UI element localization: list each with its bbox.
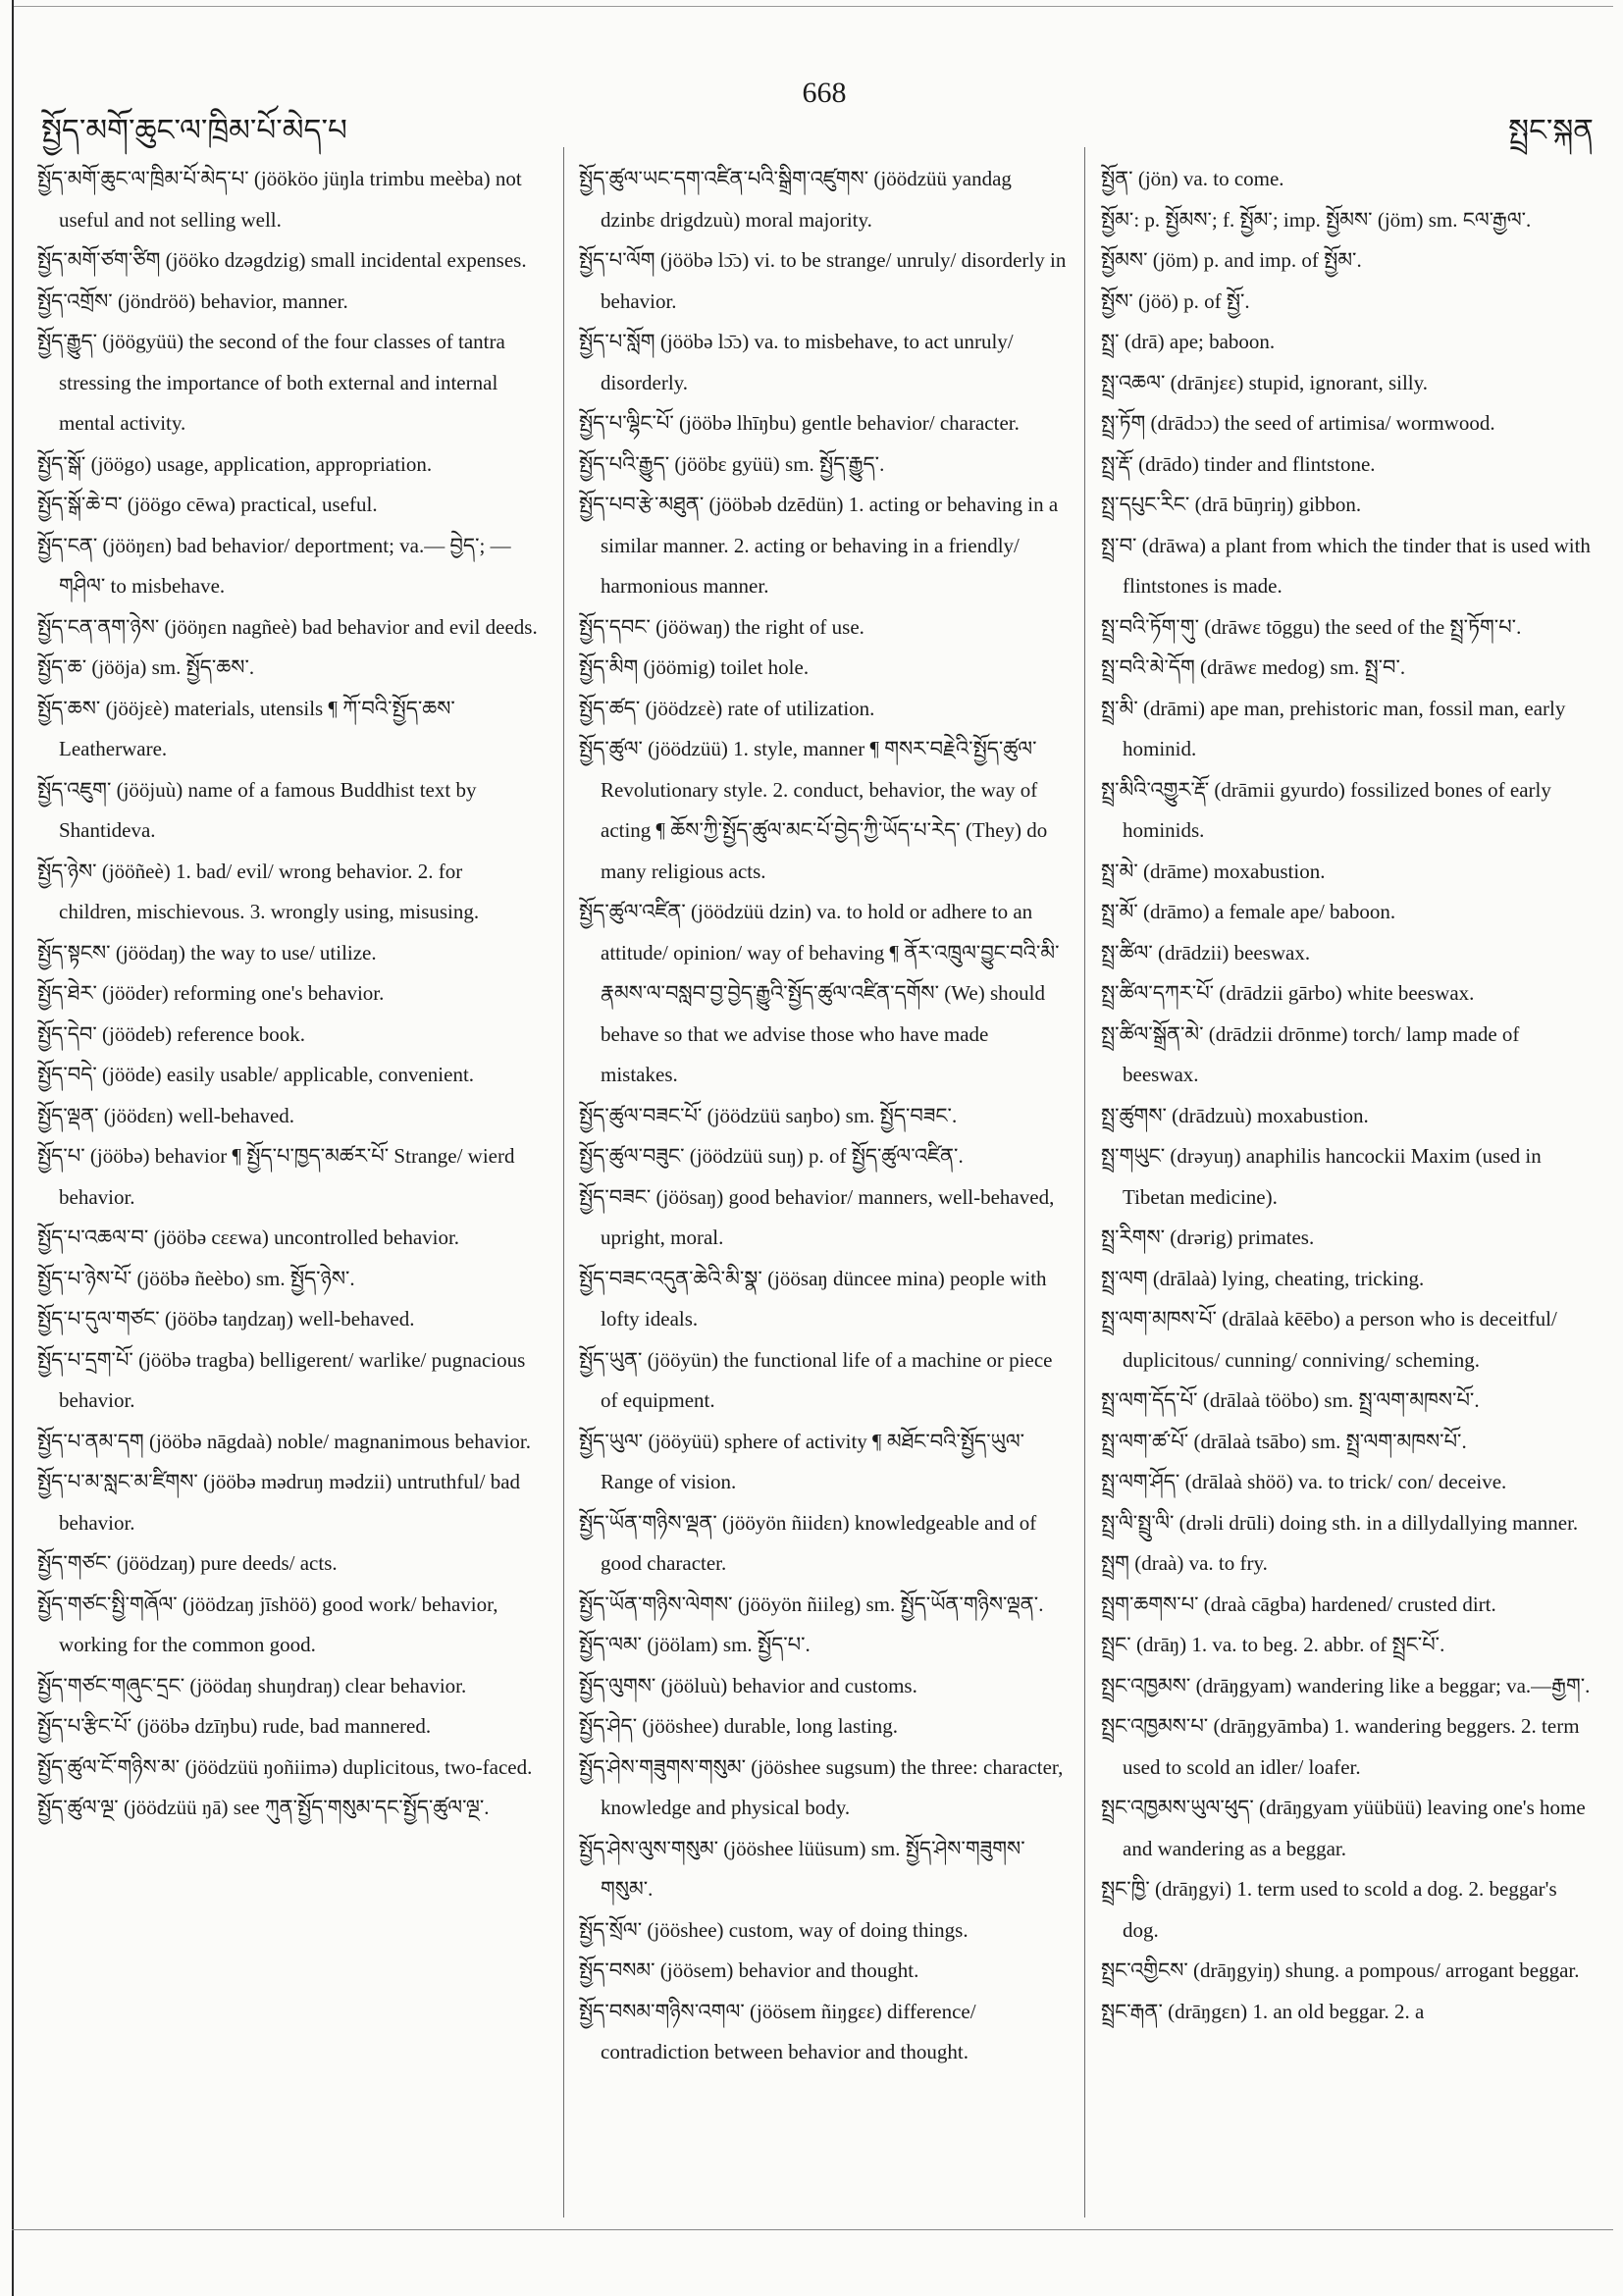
dictionary-entry: སྤྲ་ཚུགས་ (drādzuù) moxabustion. bbox=[1101, 1103, 1369, 1127]
dictionary-entry: སྤྱོད་སྲོལ་ (jööshee) custom, way of doing things. bbox=[579, 1917, 969, 1942]
dictionary-entry: སྤྱོད་པ་འཆལ་བ་ (jööbə cɛɛwa) uncontrolled behavior. bbox=[37, 1226, 460, 1249]
dictionary-entry: སྤྱོད་བཟང་ (jöösaŋ) good behavior/ manners, well-behaved, upright, moral. bbox=[579, 1184, 1055, 1249]
dictionary-entry: སྤྱོད་ཐེར་ (jööder) reforming one's behavior. bbox=[37, 981, 385, 1005]
dictionary-entry: སྤྱོམས་ (jöm) p. and imp. of སྤྱོམ་. bbox=[1101, 248, 1362, 272]
column-3 bbox=[1101, 159, 1597, 2219]
dictionary-entry: སྤྲ་ལག་མཁས་པོ་ (drālaà kēēbo) a person who is deceitful/ duplicitous/ cunning/ conniving/ scheming. bbox=[1101, 1307, 1557, 1372]
dictionary-entry: སྤྱོད་པབ་རྩེ་མཐུན་ (jööbəb dzēdün) 1. acting or behaving in a similar manner. 2. acting or behaving in a friendly/ harmonious manner. bbox=[579, 493, 1059, 598]
dictionary-entry: སྤྱོད་གཙང་ (jöödzaŋ) pure deeds/ acts. bbox=[37, 1551, 338, 1575]
dictionary-entry: སྤྲ་ཚིལ་དཀར་པོ་ (drādzii gārbo) white beeswax. bbox=[1101, 981, 1475, 1005]
dictionary-entry: སྤྲ་དཔུང་རིང་ (drā būŋriŋ) gibbon. bbox=[1101, 493, 1362, 516]
dictionary-entry: སྤྱོད་པ་ནམ་དག (jööbə nāgdaà) noble/ magnanimous behavior. bbox=[37, 1429, 531, 1453]
dictionary-entry: སྤྲག་ཆགས་པ་ (draà cāgba) hardened/ crusted dirt. bbox=[1101, 1592, 1496, 1616]
dictionary-entry: སྤྱོད་ཚུལ་བཟང་པོ་ (jöödzüü saŋbo) sm. སྤྱོད་བཟང་. bbox=[579, 1103, 958, 1127]
dictionary-entry: སྤྱོད་ཆ་ (jööja) sm. སྤྱོད་ཆས་. bbox=[37, 655, 255, 679]
dictionary-entry: སྤྱོད་འགྲོས་ (jöndröö) behavior, manner. bbox=[37, 288, 348, 313]
dictionary-entry: སྤྱོད་པ་དྲག་པོ་ (jööbə tragba) belligerent/ warlike/ pugnacious behavior. bbox=[37, 1347, 526, 1412]
dictionary-entry: སྤྱོད་སྟངས་ (jöödaŋ) the way to use/ utilize. bbox=[37, 940, 377, 965]
dictionary-entry: སྤྱོད་ཤེས་གཟུགས་གསུམ་ (jööshee sugsum) the three: character, knowledge and physical body. bbox=[579, 1754, 1064, 1819]
dictionary-entry: སྤྲ་འཆལ་ (drānjɛɛ) stupid, ignorant, silly. bbox=[1101, 370, 1429, 394]
dictionary-entry: སྤྲ་གཡུང་ (drəyuŋ) anaphilis hancockii Maxim (used in Tibetan medicine). bbox=[1101, 1144, 1542, 1209]
dictionary-entry: སྤྱོད་ཡོན་གཉིས་ལེགས་ (jööyön ñiileg) sm. སྤྱོད་ཡོན་གཉིས་ལྡན་. bbox=[579, 1592, 1044, 1616]
column-1 bbox=[37, 159, 540, 2219]
page-header bbox=[0, 69, 1623, 148]
dictionary-entry: སྤྱོད་པ་ལྷིང་པོ་ (jööbə lhīŋbu) gentle behavior/ character. bbox=[579, 411, 1020, 435]
dictionary-entry: སྤྱོད་ལུགས་ (jööluù) behavior and customs. bbox=[579, 1673, 917, 1697]
dictionary-entry: སྤྱོད་གཙང་གཞུང་དྲང་ (jöödaŋ shuŋdraŋ) clear behavior. bbox=[37, 1673, 467, 1697]
dictionary-entry: སྤྱོད་པའི་རྒྱུད་ (jööbɛ gyüü) sm. སྤྱོད་རྒྱུད་. bbox=[579, 451, 885, 476]
dictionary-entry: སྤྱོད་བསམ་ (jöösem) behavior and thought. bbox=[579, 1958, 919, 1982]
dictionary-entry: སྤྲ་མོ་ (drāmo) a female ape/ baboon. bbox=[1101, 900, 1396, 923]
dictionary-entry: སྤྱོད་ཤེས་ལུས་གསུམ་ (jööshee lüüsum) sm. སྤྱོད་ཤེས་གཟུགས་གསུམ་. bbox=[579, 1836, 1025, 1901]
dictionary-entry: སྤྱོས་ (jöö) p. of སྤྱོ་. bbox=[1101, 288, 1250, 313]
left-running-head: སྤྱོད་མགོ་ཆུང་ལ་ཁྲིམ་པོ་མེད་པ bbox=[41, 113, 347, 148]
dictionary-entry: སྤྱོད་གཙང་སྤྱི་གཞོལ་ (jöödzaŋ jīshöö) good work/ behavior, working for the common good. bbox=[37, 1592, 498, 1656]
dictionary-entry: སྤྲ་མི་ (drāmi) ape man, prehistoric man, fossil man, early hominid. bbox=[1101, 696, 1566, 760]
dictionary-entry: སྤྱོད་བདེ་ (jööde) easily usable/ applicable, convenient. bbox=[37, 1063, 475, 1086]
dictionary-entry: སྤྲ་ལག་ཚ་པོ་ (drālaà tsābo) sm. སྤྲ་ལག་མཁས་པོ་. bbox=[1101, 1429, 1467, 1453]
dictionary-entry: སྤྱོད་ཤེད་ (jööshee) durable, long lasting. bbox=[579, 1714, 899, 1738]
dictionary-entry: སྤྱོད་ཚུལ་བཟུང་ (jöödzüü suŋ) p. of སྤྱོད་ཚུལ་འཛིན་. bbox=[579, 1144, 964, 1168]
dictionary-entry: སྤྲང་རྒན་ (drāŋgɛn) 1. an old beggar. 2. a bbox=[1101, 1999, 1425, 2023]
page-edge-rule bbox=[12, 0, 14, 2296]
dictionary-entry: སྤྱོད་ལམ་ (jöölam) sm. སྤྱོད་པ་. bbox=[579, 1633, 811, 1656]
dictionary-entry: སྤྲང་འགྱིངས་ (drāŋgyiŋ) shung. a pompous/ arrogant beggar. bbox=[1101, 1958, 1580, 1982]
dictionary-entry: སྤྱོན་ (jön) va. to come. bbox=[1101, 167, 1284, 190]
dictionary-entry: སྤྱོད་ཚུལ་ཡང་དག་འཛིན་པའི་སྒྲིག་འཛུགས་ (jöödzüü yandag dzinbɛ drigdzuù) moral majority. bbox=[579, 167, 1012, 232]
dictionary-entry: སྤྱོད་པ་དུལ་གཙང་ (jööbə taŋdzaŋ) well-behaved. bbox=[37, 1307, 415, 1331]
bottom-rule bbox=[12, 2229, 1613, 2230]
dictionary-entry: སྤྱོད་མིག (jöömig) toilet hole. bbox=[579, 655, 810, 679]
dictionary-entry: སྤྱོད་ལྡན་ (jöödɛn) well-behaved. bbox=[37, 1103, 295, 1127]
dictionary-entry: སྤྲ་རྡོ་ (drādo) tinder and flintstone. bbox=[1101, 451, 1376, 476]
dictionary-entry: སྤྱོད་ངན་ནག་ཉེས་ (jööŋɛn nagñeè) bad behavior and evil deeds. bbox=[37, 614, 538, 639]
dictionary-entry: སྤྲང་འཁྱམས་ཡུལ་ཕུད་ (drāŋgyam yüübüü) leaving one's home and wandering as a beggar. bbox=[1101, 1796, 1586, 1860]
column-divider bbox=[1084, 147, 1085, 2218]
dictionary-entry: སྤྱོད་སྒོ་ (jöögo) usage, application, appropriation. bbox=[37, 451, 433, 476]
dictionary-entry: སྤྲ་ (drā) ape; baboon. bbox=[1101, 330, 1276, 353]
dictionary-entry: སྤྱོད་རྒྱུད་ (jöögyüü) the second of the four classes of tantra stressing the importance of both external and internal mental activity. bbox=[37, 330, 505, 435]
dictionary-entry: སྤྱོད་ཚུལ་ (jöödzüü) 1. style, manner ¶ གསར་བརྗེའི་སྤྱོད་ཚུལ་ Revolutionary style. 2. conduct, behavior, the way of acting ¶ ཆོས་ཀྱི་སྤྱོད་ཚུལ་མང་པོ་བྱེད་ཀྱི་ཡོད་པ་རེད་ (They) do many religious acts. bbox=[579, 737, 1048, 883]
dictionary-entry: སྤྲ་མིའི་འགྱུར་རྡོ་ (drāmii gyurdo) fossilized bones of early hominids. bbox=[1101, 777, 1551, 842]
dictionary-entry: སྤྱོད་དབང་ (jööwaŋ) the right of use. bbox=[579, 614, 864, 639]
dictionary-entry: སྤྱོད་ཚུལ་འཛིན་ (jöödzüü dzin) va. to hold or adhere to an attitude/ opinion/ way of behaving ¶ ནོར་འཁྲུལ་བྱུང་བའི་མི་རྣམས་ལ་བསླབ་བྱ་བྱེད་རྒྱུའི་སྤྱོད་ཚུལ་འཛིན་དགོས་ (We) should behave so that we advise those who have made mistakes. bbox=[579, 900, 1060, 1086]
dictionary-entry: སྤྱོད་ཚད་ (jöödzɛè) rate of utilization. bbox=[579, 696, 875, 720]
dictionary-entry: སྤྲ་བའི་མེ་དོག (drāwɛ medog) sm. སྤྲ་བ་. bbox=[1101, 655, 1406, 679]
dictionary-entry: སྤྱོད་ངན་ (jööŋɛn) bad behavior/ deportment; va.— བྱེད་; —གཤིལ་ to misbehave. bbox=[37, 533, 511, 598]
dictionary-entry: སྤྱོད་པ་ (jööbə) behavior ¶ སྤྱོད་པ་ཁྱད་མཚར་པོ་ Strange/ wierd behavior. bbox=[37, 1144, 515, 1209]
dictionary-entry: སྤྱོད་ཉེས་ (jööñeè) 1. bad/ evil/ wrong behavior. 2. for children, mischievous. 3. wrongly using, misusing. bbox=[37, 859, 480, 923]
column-divider bbox=[563, 147, 564, 2218]
dictionary-entry: སྤྱོམ་: p. སྤྱོམས་; f. སྤྱོམ་; imp. སྤྱོམས་ (jöm) sm. ངལ་རྒྱལ་. bbox=[1101, 207, 1532, 232]
dictionary-entry: སྤྱོད་ཚུལ་ངོ་གཉིས་མ་ (jöödzüü ŋoñiimə) duplicitous, two-faced. bbox=[37, 1754, 533, 1779]
dictionary-entry: སྤྲ་ལག (drālaà) lying, cheating, tricking. bbox=[1101, 1266, 1425, 1290]
dictionary-entry: སྤྱོད་ཚུལ་ལྔ་ (jöödzüü ŋā) see ཀུན་སྤྱོད་གསུམ་དང་སྤྱོད་ཚུལ་ལྔ་. bbox=[37, 1796, 490, 1819]
dictionary-entry: སྤྱོད་ཆས་ (jööjɛè) materials, utensils ¶ ཀོ་བའི་སྤྱོད་ཆས་ Leatherware. bbox=[37, 696, 455, 760]
dictionary-entry: སྤྲང་འཁྱམས་པ་ (drāŋgyāmba) 1. wandering beggers. 2. term used to scold an idler/ loafer. bbox=[1101, 1714, 1580, 1779]
dictionary-entry: སྤྲ་བའི་ཏོག་གུ་ (drāwɛ tōggu) the seed of the སྤྲ་ཏོག་པ་. bbox=[1101, 614, 1522, 639]
dictionary-entry: སྤྱོད་པ་མ་སླང་མ་ཛིགས་ (jööbə mədruŋ mədzii) untruthful/ bad behavior. bbox=[37, 1470, 521, 1535]
dictionary-entry: སྤྱོད་པ་རྩིང་པོ་ (jööbə dzīŋbu) rude, bad mannered. bbox=[37, 1714, 432, 1738]
dictionary-entry: སྤྲང་ (drāŋ) 1. va. to beg. 2. abbr. of སྤྲང་པོ་. bbox=[1101, 1633, 1445, 1656]
column-2 bbox=[579, 159, 1070, 2219]
dictionary-entry: སྤྲང་འཁྱམས་ (drāŋgyam) wandering like a beggar; va.—རྒྱག་. bbox=[1101, 1673, 1591, 1697]
dictionary-entry: སྤྲ་ཚིལ་ (drādzii) beeswax. bbox=[1101, 940, 1311, 965]
page-number: 668 bbox=[802, 77, 847, 109]
dictionary-entry: སྤྲ་ལག་དོད་པོ་ (drālaà tööbo) sm. སྤྲ་ལག་མཁས་པོ་. bbox=[1101, 1388, 1480, 1412]
dictionary-entry: སྤྱོད་མགོ་ཆུང་ལ་ཁྲིམ་པོ་མེད་པ་ (jöököo jüŋla trimbu meèba) not useful and not selling well. bbox=[37, 167, 522, 232]
dictionary-entry: སྤྱོད་ཡོན་གཉིས་ལྡན་ (jööyön ñiidɛn) knowledgeable and of good character. bbox=[579, 1510, 1037, 1575]
dictionary-entry: སྤྱོད་འཇུག་ (jööjuù) name of a famous Buddhist text by Shantideva. bbox=[37, 777, 477, 842]
dictionary-entry: སྤྱོད་བསམ་གཉིས་འགལ་ (jöösem ñiŋgɛɛ) difference/ contradiction between behavior and thought. bbox=[579, 1999, 976, 2063]
dictionary-entry: སྤྱོད་པ་ལོག (jööbə lɔ̄ɔ) vi. to be strange/ unruly/ disorderly in behavior. bbox=[579, 248, 1067, 313]
dictionary-entry: སྤྱོད་ཡུལ་ (jööyüü) sphere of activity ¶ མཐོང་བའི་སྤྱོད་ཡུལ་ Range of vision. bbox=[579, 1429, 1025, 1493]
dictionary-entry: སྤྱོད་པ་སློག (jööbə lɔ̄ɔ) va. to misbehave, to act unruly/ disorderly. bbox=[579, 330, 1014, 394]
dictionary-entry: སྤྲ་རིགས་ (drərig) primates. bbox=[1101, 1226, 1315, 1249]
dictionary-entry: སྤྲ་ལག་ཤོད་ (drālaà shöö) va. to trick/ con/ deceive. bbox=[1101, 1470, 1507, 1493]
dictionary-entry: སྤྱོད་ཡུན་ (jööyün) the functional life of a machine or piece of equipment. bbox=[579, 1347, 1053, 1412]
dictionary-entry: སྤྲག (draà) va. to fry. bbox=[1101, 1551, 1268, 1575]
right-running-head: སྤྲང་སྐན bbox=[1508, 113, 1594, 148]
dictionary-entry: སྤྱོད་དེབ་ (jöödeb) reference book. bbox=[37, 1021, 305, 1046]
top-rule bbox=[12, 6, 1613, 7]
dictionary-entry: སྤྲ་བ་ (drāwa) a plant from which the tinder that is used with flintstones is made. bbox=[1101, 533, 1591, 598]
dictionary-entry: སྤྲ་ཚིལ་སྒྲོན་མེ་ (drādzii drōnme) torch/ lamp made of beeswax. bbox=[1101, 1021, 1520, 1086]
dictionary-entry: སྤྲ་མེ་ (drāme) moxabustion. bbox=[1101, 859, 1326, 883]
dictionary-entry: སྤྲ་ལི་སྤྲུ་ལི་ (drəli drūli) doing sth. in a dillydallying manner. bbox=[1101, 1510, 1579, 1535]
dictionary-entry: སྤྱོད་མགོ་ཙག་ཙིག (jööko dzəgdzig) small incidental expenses. bbox=[37, 248, 527, 272]
dictionary-entry: སྤྲ་ཏོག (drādɔɔ) the seed of artimisa/ wormwood. bbox=[1101, 411, 1495, 435]
dictionary-entry: སྤྲང་ཁྱི་ (drāŋgyi) 1. term used to scold a dog. 2. beggar's dog. bbox=[1101, 1877, 1557, 1942]
dictionary-entry: སྤྱོད་སྒོ་ཆེ་བ་ (jöögo cēwa) practical, useful. bbox=[37, 493, 378, 516]
dictionary-entry: སྤྱོད་པ་ཉེས་པོ་ (jööbə ñeèbo) sm. སྤྱོད་ཉེས་. bbox=[37, 1266, 355, 1290]
dictionary-entry: སྤྱོད་བཟང་འདུན་ཆེའི་མི་སྣ་ (jöösaŋ düncee mina) people with lofty ideals. bbox=[579, 1266, 1047, 1331]
